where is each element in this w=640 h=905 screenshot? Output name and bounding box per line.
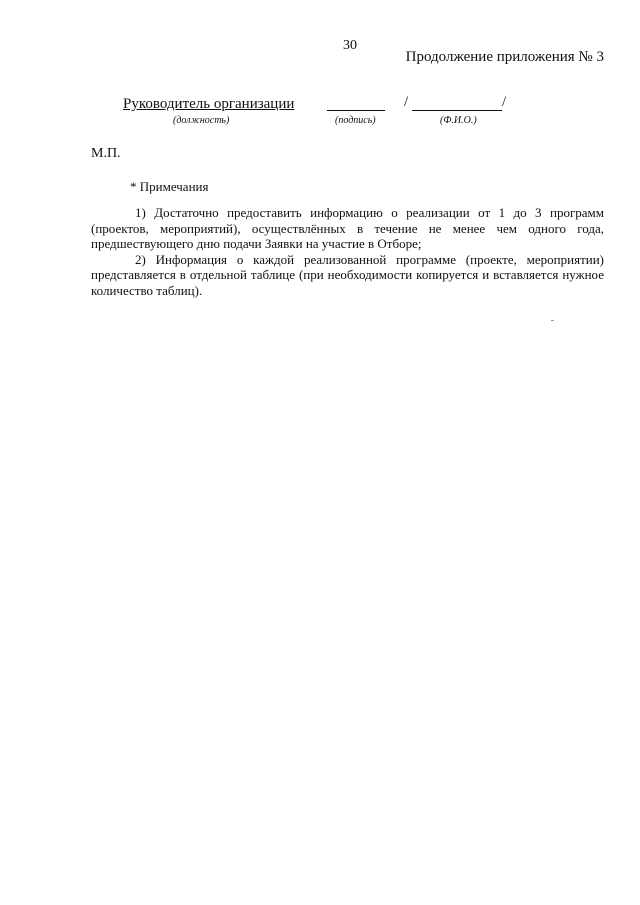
- note-item-2: 2) Информация о каждой реализованной программе (проекте, мероприятии) представляется в отдельной таблице (при необходимости копируется и вставляется нужное количество таблиц).: [91, 251, 604, 298]
- slash-left: /: [404, 94, 409, 110]
- note-item-1: 1) Достаточно предоставить информацию о реализации от 1 до 3 программ (проектов, мероприятий), осуществлённых в течение не менее чем одного года, предшествующего дню подачи Заявки на участие в Отборе;: [91, 205, 604, 251]
- page-number: 30: [343, 38, 357, 53]
- fio-blank: [412, 110, 502, 111]
- stamp-place: М.П.: [91, 146, 121, 161]
- caption-fio: (Ф.И.О.): [440, 115, 477, 126]
- caption-signature: (подпись): [335, 115, 376, 126]
- notes-body: [91, 205, 604, 298]
- caption-position: (должность): [173, 115, 230, 126]
- slash-right: /: [502, 94, 507, 110]
- signatory-position: Руководитель организации: [123, 96, 295, 112]
- notes-heading: * Примечания: [130, 179, 209, 194]
- signature-blank: [327, 110, 385, 111]
- continuation-label: Продолжение приложения № 3: [405, 49, 604, 65]
- scan-mark: [551, 320, 554, 321]
